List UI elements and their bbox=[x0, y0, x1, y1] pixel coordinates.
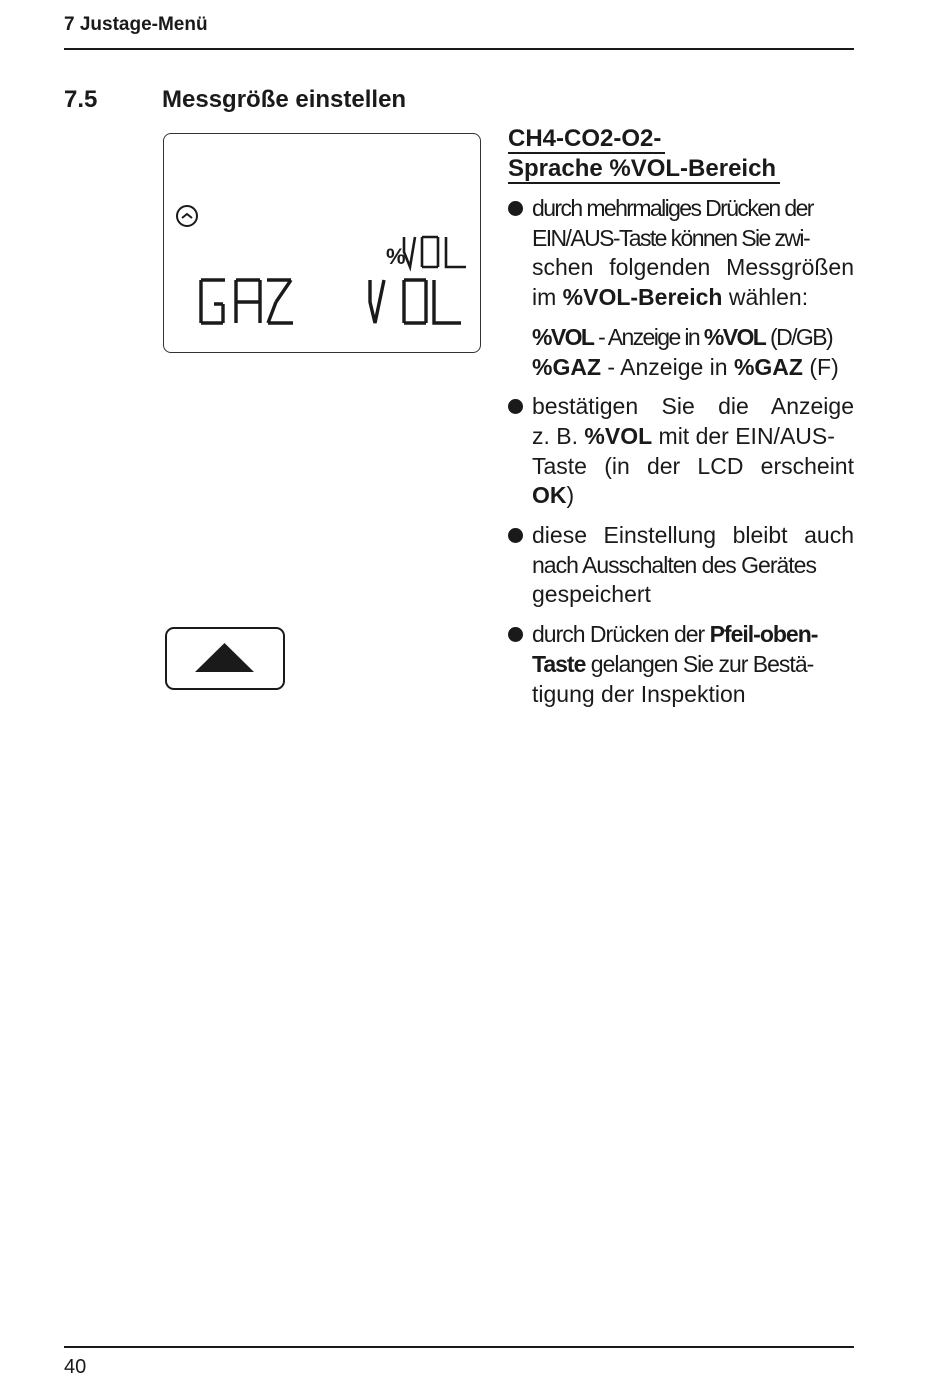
section-title: Messgröße einstellen bbox=[162, 86, 407, 113]
lcd-text-vol bbox=[370, 280, 461, 323]
option-gaz: %GAZ - Anzeige in %GAZ (F) bbox=[532, 353, 839, 380]
text-line: EIN/AUS-Taste können Sie zwi- bbox=[532, 224, 810, 251]
triangle-up-icon bbox=[195, 643, 254, 672]
lcd-percent-sign: % bbox=[386, 244, 406, 269]
text-line: schen folgenden Messgrößen bbox=[532, 254, 854, 281]
sub-heading-line-2: Sprache %VOL-Bereich bbox=[508, 156, 780, 184]
running-header: 7 Justage-Menü bbox=[64, 14, 208, 35]
list-item bbox=[508, 521, 854, 610]
text-line: Taste (in der LCD erscheint bbox=[532, 452, 854, 479]
lcd-display bbox=[163, 133, 481, 353]
section-number: 7.5 bbox=[64, 86, 98, 113]
text-line: im %VOL-Bereich wählen: bbox=[532, 284, 809, 311]
bullet-icon bbox=[508, 627, 523, 642]
instructions-column bbox=[508, 124, 854, 719]
lcd-text-gaz bbox=[201, 280, 293, 323]
bullet-list bbox=[508, 194, 854, 709]
page-number: 40 bbox=[64, 1356, 87, 1378]
text-line: nach Ausschalten des Gerätes bbox=[532, 551, 816, 578]
list-item bbox=[508, 194, 854, 313]
option-vol: %VOL - Anzeige in %VOL (D/GB) bbox=[532, 323, 833, 350]
sub-heading bbox=[508, 124, 854, 184]
text-line: durch Drücken der Pfeil-oben- bbox=[532, 621, 818, 648]
sub-heading-line-1: CH4-CO2-O2- bbox=[508, 126, 665, 154]
text-line: diese Einstellung bleibt auch bbox=[532, 522, 854, 549]
clock-arrow-icon bbox=[177, 206, 197, 226]
text-line: Taste gelangen Sie zur Bestä- bbox=[532, 650, 814, 677]
bullet-icon bbox=[508, 528, 523, 543]
up-arrow-key bbox=[165, 627, 285, 690]
text-line: bestätigen Sie die Anzeige bbox=[532, 393, 854, 420]
text-line: durch mehrmaliges Drücken der bbox=[532, 195, 813, 221]
list-item bbox=[508, 620, 854, 709]
header-rule bbox=[64, 48, 854, 50]
text-line: OK) bbox=[532, 482, 575, 509]
list-item bbox=[508, 392, 854, 511]
measurement-options bbox=[508, 323, 854, 382]
footer-rule bbox=[64, 1346, 854, 1348]
lcd-small-vol bbox=[404, 237, 466, 267]
text-line: gespeichert bbox=[532, 581, 651, 608]
bullet-icon bbox=[508, 399, 523, 414]
text-line: z. B. %VOL mit der EIN/AUS- bbox=[532, 422, 835, 449]
text-line: tigung der Inspektion bbox=[532, 680, 746, 707]
lcd-segments bbox=[164, 134, 482, 354]
bullet-icon bbox=[508, 201, 523, 216]
